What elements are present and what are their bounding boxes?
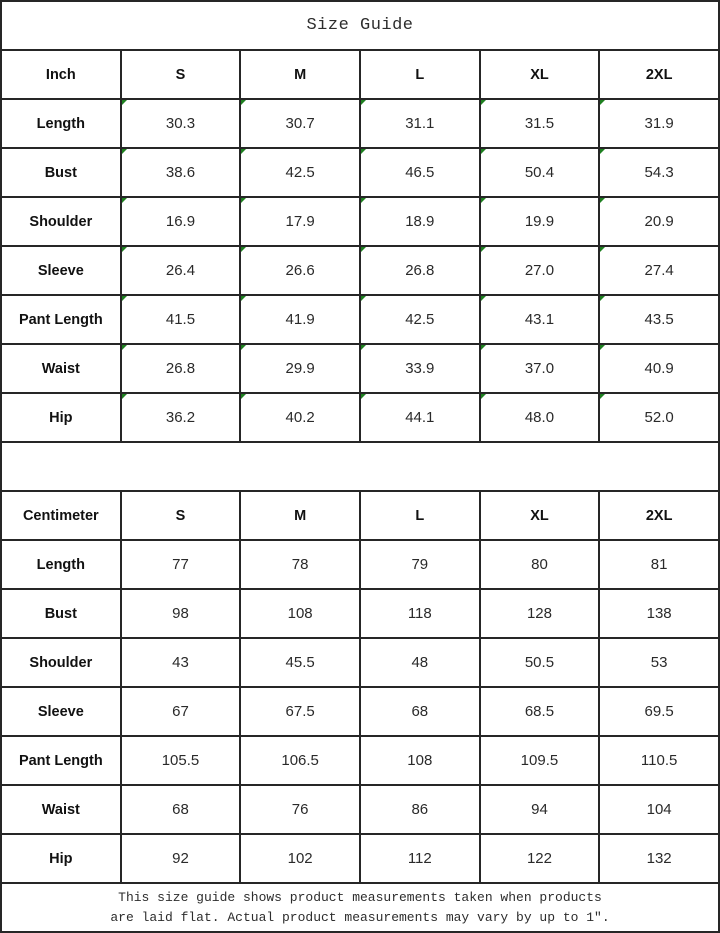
measurement-value: 86 [360, 785, 480, 834]
measurement-value: 16.9 [121, 197, 241, 246]
measurement-value: 43.1 [480, 295, 600, 344]
table-row [1, 638, 719, 687]
row-label: Shoulder [1, 197, 121, 246]
row-label: Sleeve [1, 687, 121, 736]
measurement-value: 81 [599, 540, 719, 589]
unit-header-centimeter: Centimeter [1, 491, 121, 540]
measurement-value: 67 [121, 687, 241, 736]
measurement-value: 76 [240, 785, 360, 834]
size-header-m: M [240, 50, 360, 99]
unit-header-inch: Inch [1, 50, 121, 99]
size-header-s: S [121, 491, 241, 540]
measurement-value: 94 [480, 785, 600, 834]
cm-header-row [1, 491, 719, 540]
size-header-2xl: 2XL [599, 50, 719, 99]
footer-note-line1: This size guide shows product measurements taken when products [118, 890, 602, 905]
measurement-value: 26.8 [360, 246, 480, 295]
measurement-value: 33.9 [360, 344, 480, 393]
measurement-value: 69.5 [599, 687, 719, 736]
measurement-value: 36.2 [121, 393, 241, 442]
row-label: Hip [1, 834, 121, 883]
measurement-value: 27.0 [480, 246, 600, 295]
table-row [1, 344, 719, 393]
measurement-value: 68 [121, 785, 241, 834]
footer-note [1, 883, 719, 932]
table-row [1, 148, 719, 197]
row-label: Sleeve [1, 246, 121, 295]
measurement-value: 41.5 [121, 295, 241, 344]
size-header-l: L [360, 50, 480, 99]
measurement-value: 80 [480, 540, 600, 589]
inch-header-row [1, 50, 719, 99]
measurement-value: 40.9 [599, 344, 719, 393]
measurement-value: 48 [360, 638, 480, 687]
size-header-m: M [240, 491, 360, 540]
measurement-value: 31.5 [480, 99, 600, 148]
row-label: Pant Length [1, 295, 121, 344]
measurement-value: 43 [121, 638, 241, 687]
measurement-value: 31.9 [599, 99, 719, 148]
measurement-value: 112 [360, 834, 480, 883]
spacer-row [1, 442, 719, 491]
measurement-value: 45.5 [240, 638, 360, 687]
measurement-value: 50.4 [480, 148, 600, 197]
table-row [1, 834, 719, 883]
measurement-value: 44.1 [360, 393, 480, 442]
measurement-value: 118 [360, 589, 480, 638]
measurement-value: 105.5 [121, 736, 241, 785]
row-label: Shoulder [1, 638, 121, 687]
row-label: Waist [1, 785, 121, 834]
row-label: Length [1, 99, 121, 148]
measurement-value: 42.5 [360, 295, 480, 344]
measurement-value: 67.5 [240, 687, 360, 736]
measurement-value: 30.3 [121, 99, 241, 148]
measurement-value: 50.5 [480, 638, 600, 687]
measurement-value: 102 [240, 834, 360, 883]
measurement-value: 42.5 [240, 148, 360, 197]
measurement-value: 106.5 [240, 736, 360, 785]
size-header-xl: XL [480, 50, 600, 99]
row-label: Pant Length [1, 736, 121, 785]
table-row [1, 295, 719, 344]
measurement-value: 37.0 [480, 344, 600, 393]
table-row [1, 393, 719, 442]
footer-note-line2: are laid flat. Actual product measurements may vary by up to 1″. [110, 909, 610, 925]
measurement-value: 30.7 [240, 99, 360, 148]
size-header-s: S [121, 50, 241, 99]
measurement-value: 92 [121, 834, 241, 883]
measurement-value: 68 [360, 687, 480, 736]
size-header-xl: XL [480, 491, 600, 540]
table-row [1, 785, 719, 834]
title-row [1, 1, 719, 50]
measurement-value: 68.5 [480, 687, 600, 736]
table-row [1, 589, 719, 638]
table-row [1, 687, 719, 736]
table-row [1, 197, 719, 246]
table-row [1, 540, 719, 589]
measurement-value: 79 [360, 540, 480, 589]
row-label: Waist [1, 344, 121, 393]
measurement-value: 43.5 [599, 295, 719, 344]
measurement-value: 31.1 [360, 99, 480, 148]
measurement-value: 77 [121, 540, 241, 589]
measurement-value: 78 [240, 540, 360, 589]
measurement-value: 138 [599, 589, 719, 638]
measurement-value: 110.5 [599, 736, 719, 785]
measurement-value: 27.4 [599, 246, 719, 295]
measurement-value: 29.9 [240, 344, 360, 393]
page-title: Size Guide [1, 1, 719, 50]
measurement-value: 98 [121, 589, 241, 638]
measurement-value: 52.0 [599, 393, 719, 442]
row-label: Bust [1, 148, 121, 197]
measurement-value: 132 [599, 834, 719, 883]
row-label: Hip [1, 393, 121, 442]
measurement-value: 53 [599, 638, 719, 687]
measurement-value: 108 [360, 736, 480, 785]
measurement-value: 48.0 [480, 393, 600, 442]
measurement-value: 40.2 [240, 393, 360, 442]
table-row [1, 99, 719, 148]
measurement-value: 128 [480, 589, 600, 638]
measurement-value: 18.9 [360, 197, 480, 246]
size-header-2xl: 2XL [599, 491, 719, 540]
size-header-l: L [360, 491, 480, 540]
measurement-value: 122 [480, 834, 600, 883]
table-row [1, 736, 719, 785]
spacer-cell [1, 442, 719, 491]
row-label: Bust [1, 589, 121, 638]
measurement-value: 38.6 [121, 148, 241, 197]
measurement-value: 54.3 [599, 148, 719, 197]
measurement-value: 26.8 [121, 344, 241, 393]
footer-row [1, 883, 719, 932]
measurement-value: 19.9 [480, 197, 600, 246]
measurement-value: 109.5 [480, 736, 600, 785]
measurement-value: 108 [240, 589, 360, 638]
row-label: Length [1, 540, 121, 589]
measurement-value: 41.9 [240, 295, 360, 344]
measurement-value: 104 [599, 785, 719, 834]
measurement-value: 26.6 [240, 246, 360, 295]
measurement-value: 20.9 [599, 197, 719, 246]
measurement-value: 26.4 [121, 246, 241, 295]
measurement-value: 17.9 [240, 197, 360, 246]
measurement-value: 46.5 [360, 148, 480, 197]
table-row [1, 246, 719, 295]
